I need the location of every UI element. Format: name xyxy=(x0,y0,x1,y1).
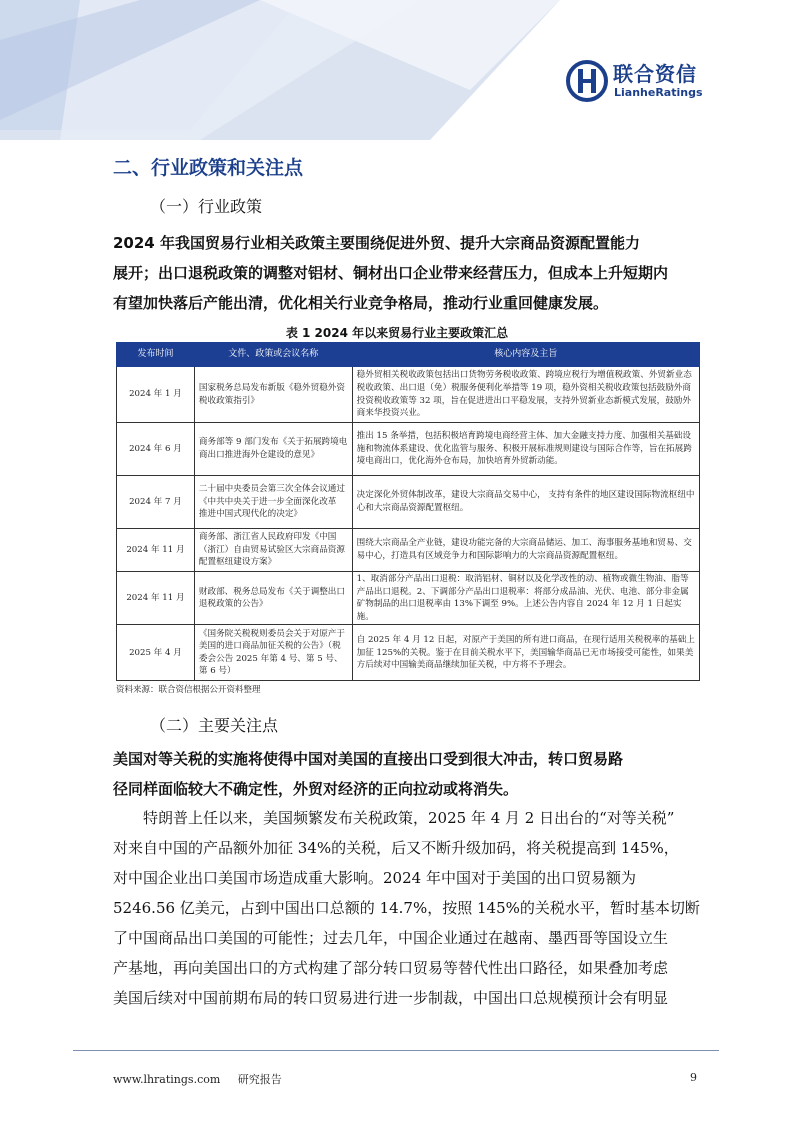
cell-date: 2024 年 1 月 xyxy=(117,367,195,423)
table-caption: 表 1 2024 年以来贸易行业主要政策汇总 xyxy=(285,326,509,340)
table-row xyxy=(117,476,700,529)
subsection-title-focus: （二）主要关注点 xyxy=(150,716,279,735)
table-source-note: 资料来源：联合资信根据公开资料整理 xyxy=(116,685,261,695)
policy-table xyxy=(116,342,700,681)
cell-content: 稳外贸相关税收政策包括出口货物劳务税收政策、跨境应税行为增值税政策、外贸新业态税收政策、出口退（免）税服务便利化举措等 19 项，稳外资相关税收政策包括鼓励外商投资税收政策等 32 项，旨在促进进出口平稳发展，支持外贸新业态新模式发展，鼓励外商来华投资兴业。 xyxy=(352,367,699,423)
paragraph-line: 了中国商品出口美国的可能性；过去几年，中国企业通过在越南、墨西哥等国设立生 xyxy=(113,929,669,947)
cell-content: 1、取消部分产品出口退税：取消铝材、铜材以及化学改性的动、植物或微生物油、脂等产品出口退税。2、下调部分产品出口退税率：将部分成品油、光伏、电池、部分非金属矿物制品的出口退税率由 13%下调至 9%。上述公告内容自 2024 年 12 月 1 日起实施。 xyxy=(352,572,699,625)
table-row xyxy=(117,625,700,681)
focus-body-paragraph xyxy=(113,803,703,1013)
cell-document: 《国务院关税税则委员会关于对原产于美国的进口商品加征关税的公告》（税委会公告 2025 年第 4 号、第 5 号、第 6 号） xyxy=(194,625,352,681)
cell-document: 国家税务总局发布新版《稳外贸稳外资税收政策指引》 xyxy=(194,367,352,423)
cell-content: 决定深化外贸体制改革，建设大宗商品交易中心， 支持有条件的地区建设国际物流枢纽中心和大宗商品资源配置枢纽。 xyxy=(352,476,699,529)
cell-content: 推出 15 条举措，包括积极培育跨境电商经营主体、加大金融支持力度、加强相关基础设施和物流体系建设、优化监管与服务、积极开展标准规则建设与国际合作等，旨在拓展跨境电商出口，优化海外仓布局，加快培育外贸新动能。 xyxy=(352,423,699,476)
paragraph-line: 对来自中国的产品额外加征 34%的关税，后又不断升级加码，将关税提高到 145%， xyxy=(113,839,679,857)
footer-website-link[interactable]: www.lhratings.com xyxy=(113,1073,221,1086)
cell-date: 2024 年 11 月 xyxy=(117,529,195,572)
paragraph-line: 有望加快落后产能出清，优化相关行业竞争格局，推动行业重回健康发展。 xyxy=(113,294,609,312)
table-header-row xyxy=(117,343,700,367)
paragraph-line: 2024 年我国贸易行业相关政策主要围绕促进外贸、提升大宗商品资源配置能力 xyxy=(113,234,640,252)
page-number: 9 xyxy=(690,1071,697,1084)
lianhe-ratings-logo xyxy=(566,58,716,108)
table-row xyxy=(117,529,700,572)
cell-content: 围绕大宗商品全产业链，建设功能完备的大宗商品储运、加工、海事服务基地和贸易、交易中心，打造具有区域竞争力和国际影响力的大宗商品资源配置枢纽。 xyxy=(352,529,699,572)
paragraph-line: 对中国企业出口美国市场造成重大影响。2024 年中国对于美国的出口贸易额为 xyxy=(113,869,636,887)
footer-report-label: 研究报告 xyxy=(237,1073,282,1086)
subsection-title-policy: （一）行业政策 xyxy=(150,197,263,216)
paragraph-line: 美国后续对中国前期布局的转口贸易进行进一步制裁，中国出口总规模预计会有明显 xyxy=(113,989,669,1007)
section-title: 二、行业政策和关注点 xyxy=(113,157,304,179)
cell-date: 2025 年 4 月 xyxy=(117,625,195,681)
cell-date: 2024 年 6 月 xyxy=(117,423,195,476)
logo-english-name: LianheRatings xyxy=(614,86,703,99)
paragraph-line: 展开；出口退税政策的调整对铝材、铜材出口企业带来经营压力，但成本上升短期内 xyxy=(113,264,669,282)
policy-summary-paragraph xyxy=(113,228,703,318)
table-row xyxy=(117,367,700,423)
header-date: 发布时间 xyxy=(117,343,195,367)
footer-left xyxy=(113,1071,282,1087)
logo-chinese-name: 联合资信 xyxy=(613,62,697,86)
footer-divider xyxy=(73,1050,719,1051)
cell-document: 商务部等 9 部门发布《关于拓展跨境电商出口推进海外仓建设的意见》 xyxy=(194,423,352,476)
header-document: 文件、政策或会议名称 xyxy=(194,343,352,367)
cell-date: 2024 年 7 月 xyxy=(117,476,195,529)
table-row xyxy=(117,572,700,625)
lianhe-logo-icon xyxy=(566,60,608,102)
paragraph-line: 特朗普上任以来，美国频繁发布关税政策，2025 年 4 月 2 日出台的“对等关税” xyxy=(143,809,675,827)
paragraph-line: 美国对等关税的实施将使得中国对美国的直接出口受到很大冲击，转口贸易路 xyxy=(113,750,624,768)
cell-document: 财政部、税务总局发布《关于调整出口退税政策的公告》 xyxy=(194,572,352,625)
cell-content: 自 2025 年 4 月 12 日起，对原产于美国的所有进口商品，在现行适用关税税率的基础上加征 125%的关税。鉴于在目前关税水平下，美国输华商品已无市场接受可能性，如果美方后续对中国输美商品继续加征关税，中方将不予理会。 xyxy=(352,625,699,681)
header-content: 核心内容及主旨 xyxy=(352,343,699,367)
header-corner-graphic xyxy=(0,0,560,140)
cell-date: 2024 年 11 月 xyxy=(117,572,195,625)
cell-document: 商务部、浙江省人民政府印发《中国（浙江）自由贸易试验区大宗商品资源配置枢纽建设方案》 xyxy=(194,529,352,572)
paragraph-line: 5246.56 亿美元，占到中国出口总额的 14.7%，按照 145%的关税水平，暂时基本切断 xyxy=(113,899,700,917)
paragraph-line: 径同样面临较大不确定性，外贸对经济的正向拉动或将消失。 xyxy=(113,780,519,798)
paragraph-line: 产基地，再向美国出口的方式构建了部分转口贸易等替代性出口路径，如果叠加考虑 xyxy=(113,959,669,977)
table-row xyxy=(117,423,700,476)
focus-lead-paragraph xyxy=(113,744,703,804)
cell-document: 二十届中央委员会第三次全体会议通过《中共中央关于进一步全面深化改革 推进中国式现代化的决定》 xyxy=(194,476,352,529)
